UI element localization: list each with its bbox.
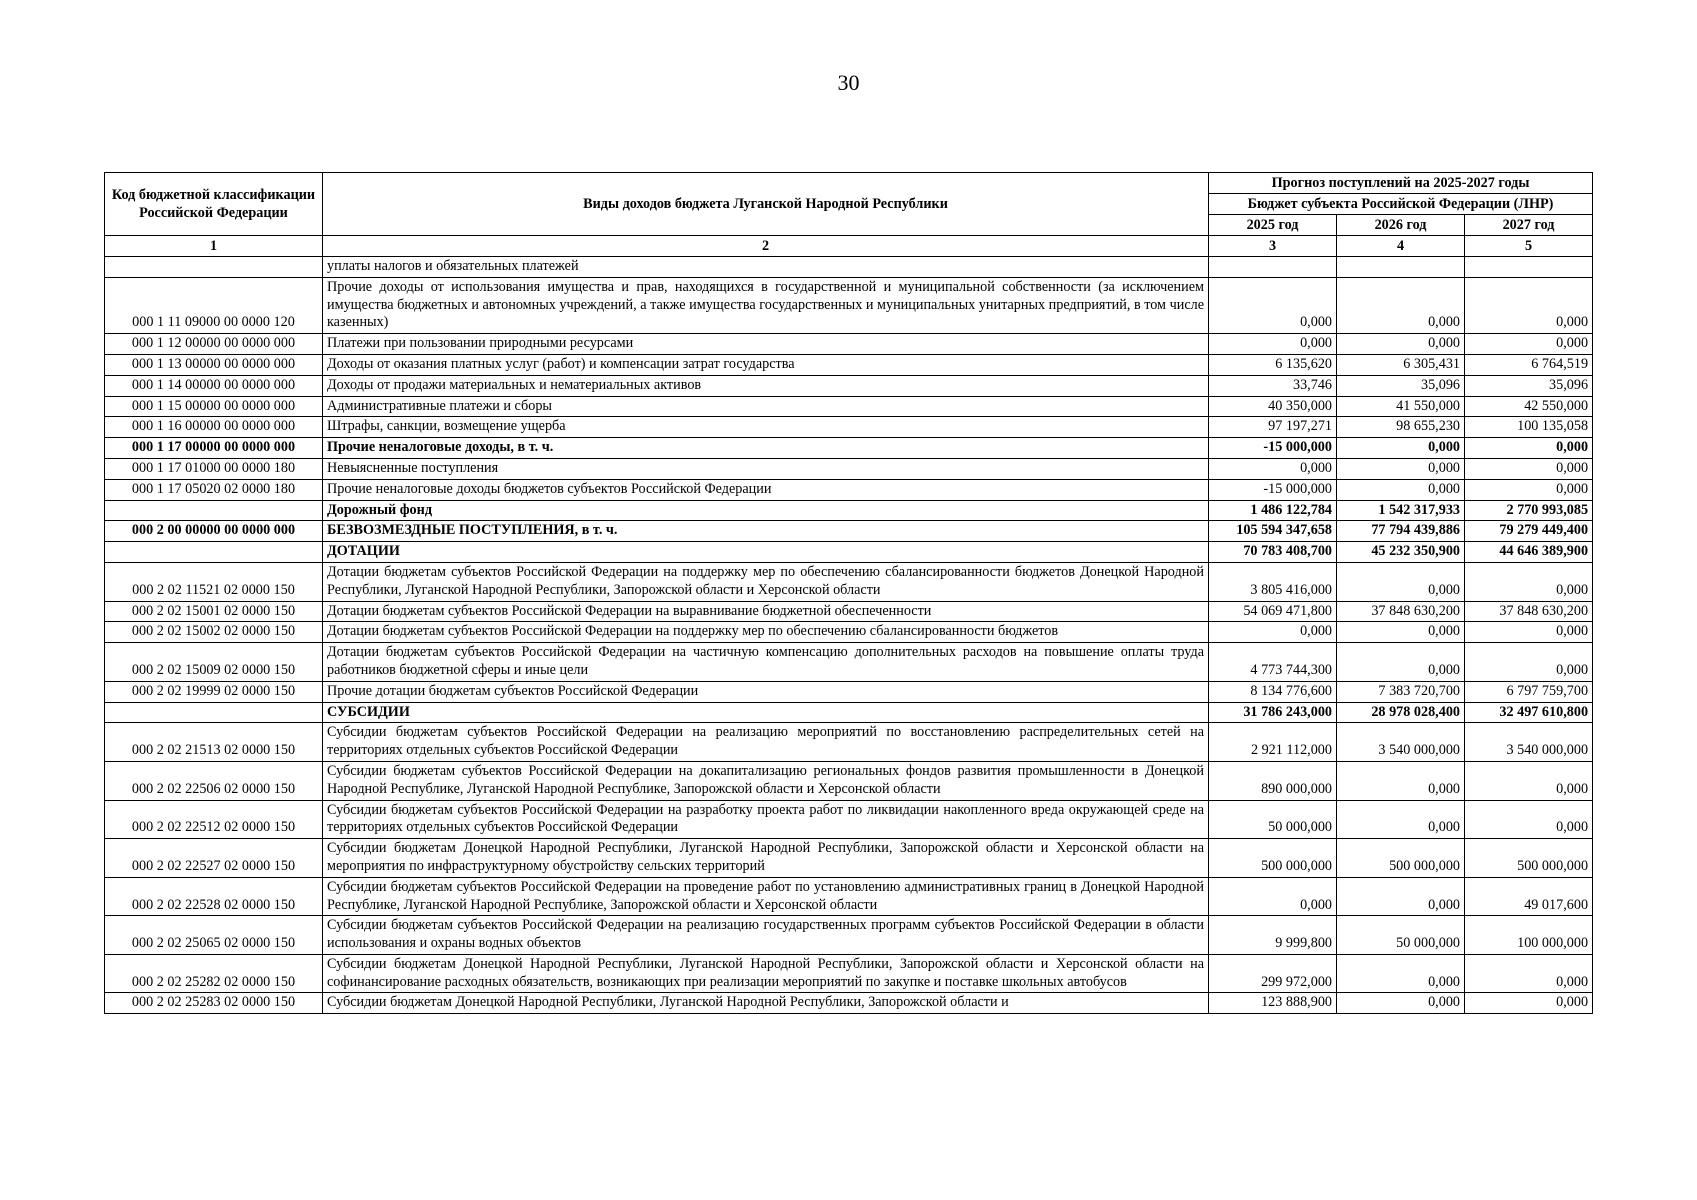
row-value-2026: 98 655,230 — [1337, 417, 1465, 438]
row-code — [105, 257, 323, 278]
row-code: 000 2 02 11521 02 0000 150 — [105, 562, 323, 601]
row-code — [105, 500, 323, 521]
table-row — [105, 500, 1593, 521]
table-row — [105, 622, 1593, 643]
row-name: Субсидии бюджетам субъектов Российской Федерации на докапитализацию региональных фондов развития промышленности в Донецкой Народной Республике, Луганской Народной Республике, Запорожской области и Херсонской области — [323, 761, 1209, 800]
row-value-2025: 3 805 416,000 — [1209, 562, 1337, 601]
table-row — [105, 375, 1593, 396]
row-code — [105, 542, 323, 563]
row-code: 000 2 02 22527 02 0000 150 — [105, 839, 323, 878]
row-value-2027 — [1465, 257, 1593, 278]
table-row — [105, 643, 1593, 682]
row-value-2026: 0,000 — [1337, 438, 1465, 459]
row-code: 000 2 02 19999 02 0000 150 — [105, 681, 323, 702]
row-value-2027: 100 135,058 — [1465, 417, 1593, 438]
row-value-2025: 9 999,800 — [1209, 916, 1337, 955]
row-value-2027: 0,000 — [1465, 800, 1593, 839]
row-code: 000 2 02 15001 02 0000 150 — [105, 601, 323, 622]
row-value-2027: 0,000 — [1465, 562, 1593, 601]
row-value-2026: 0,000 — [1337, 993, 1465, 1014]
row-name: Дотации бюджетам субъектов Российской Федерации на поддержку мер по обеспечению сбалансированности бюджетов Донецкой Народной Республики, Луганской Народной Республики, Запорожской области и Херсонской области — [323, 562, 1209, 601]
row-name: Прочие неналоговые доходы бюджетов субъектов Российской Федерации — [323, 479, 1209, 500]
row-name: Платежи при пользовании природными ресурсами — [323, 334, 1209, 355]
row-value-2025: 50 000,000 — [1209, 800, 1337, 839]
table-row — [105, 839, 1593, 878]
row-value-2025: 0,000 — [1209, 877, 1337, 916]
row-name: Дотации бюджетам субъектов Российской Федерации на поддержку мер по обеспечению сбалансированности бюджетов — [323, 622, 1209, 643]
row-value-2025: 500 000,000 — [1209, 839, 1337, 878]
row-code: 000 1 12 00000 00 0000 000 — [105, 334, 323, 355]
row-value-2025: 6 135,620 — [1209, 354, 1337, 375]
row-value-2025: 1 486 122,784 — [1209, 500, 1337, 521]
row-name: СУБСИДИИ — [323, 702, 1209, 723]
row-name: Штрафы, санкции, возмещение ущерба — [323, 417, 1209, 438]
table-row — [105, 334, 1593, 355]
row-value-2026: 0,000 — [1337, 800, 1465, 839]
row-code — [105, 702, 323, 723]
row-code: 000 1 17 00000 00 0000 000 — [105, 438, 323, 459]
row-value-2027: 6 797 759,700 — [1465, 681, 1593, 702]
row-value-2026: 7 383 720,700 — [1337, 681, 1465, 702]
row-code: 000 2 02 15009 02 0000 150 — [105, 643, 323, 682]
row-name: уплаты налогов и обязательных платежей — [323, 257, 1209, 278]
row-name: Прочие доходы от использования имущества и прав, находящихся в государственной и муниципальной собственности (за исключением имущества бюджетных и автономных учреждений, а также имущества государственных и муниципальных унитарных предприятий, в том числе казенных) — [323, 277, 1209, 333]
row-value-2027: 0,000 — [1465, 334, 1593, 355]
row-name: Прочие дотации бюджетам субъектов Российской Федерации — [323, 681, 1209, 702]
header-name: Виды доходов бюджета Луганской Народной Республики — [323, 173, 1209, 236]
row-value-2025: 105 594 347,658 — [1209, 521, 1337, 542]
table-row — [105, 417, 1593, 438]
row-value-2027: 42 550,000 — [1465, 396, 1593, 417]
row-name: Субсидии бюджетам субъектов Российской Федерации на реализацию мероприятий по восстановлению распределительных сетей на территориях отдельных субъектов Российской Федерации — [323, 723, 1209, 762]
row-value-2027: 79 279 449,400 — [1465, 521, 1593, 542]
row-value-2026: 0,000 — [1337, 277, 1465, 333]
page-number: 30 — [837, 70, 860, 95]
row-code: 000 1 17 05020 02 0000 180 — [105, 479, 323, 500]
row-value-2027: 32 497 610,800 — [1465, 702, 1593, 723]
revenue-table — [104, 172, 1593, 1014]
row-value-2027: 0,000 — [1465, 993, 1593, 1014]
row-value-2025: -15 000,000 — [1209, 479, 1337, 500]
row-code: 000 2 02 22506 02 0000 150 — [105, 761, 323, 800]
table-row — [105, 993, 1593, 1014]
table-row — [105, 877, 1593, 916]
row-name: Невыясненные поступления — [323, 458, 1209, 479]
row-value-2027: 0,000 — [1465, 622, 1593, 643]
row-value-2025: 54 069 471,800 — [1209, 601, 1337, 622]
row-name: БЕЗВОЗМЕЗДНЫЕ ПОСТУПЛЕНИЯ, в т. ч. — [323, 521, 1209, 542]
row-value-2027: 49 017,600 — [1465, 877, 1593, 916]
header-index-4: 4 — [1337, 236, 1465, 257]
row-code: 000 2 02 25065 02 0000 150 — [105, 916, 323, 955]
table-row — [105, 396, 1593, 417]
row-code: 000 1 16 00000 00 0000 000 — [105, 417, 323, 438]
row-name: Субсидии бюджетам субъектов Российской Федерации на реализацию государственных программ субъектов Российской Федерации в области использования и охраны водных объектов — [323, 916, 1209, 955]
row-value-2026: 0,000 — [1337, 761, 1465, 800]
row-value-2025: 31 786 243,000 — [1209, 702, 1337, 723]
header-year-2026: 2026 год — [1337, 215, 1465, 236]
row-value-2026 — [1337, 257, 1465, 278]
row-value-2025: 0,000 — [1209, 334, 1337, 355]
row-value-2025: 0,000 — [1209, 622, 1337, 643]
table-row — [105, 354, 1593, 375]
row-value-2026: 0,000 — [1337, 458, 1465, 479]
row-name: Дотации бюджетам субъектов Российской Федерации на частичную компенсацию дополнительных расходов на повышение оплаты труда работников бюджетной сферы и иные цели — [323, 643, 1209, 682]
header-year-2027: 2027 год — [1465, 215, 1593, 236]
row-code: 000 1 13 00000 00 0000 000 — [105, 354, 323, 375]
row-value-2026: 28 978 028,400 — [1337, 702, 1465, 723]
row-value-2027: 0,000 — [1465, 479, 1593, 500]
row-value-2025: 123 888,900 — [1209, 993, 1337, 1014]
row-code: 000 2 00 00000 00 0000 000 — [105, 521, 323, 542]
row-name: Субсидии бюджетам субъектов Российской Федерации на проведение работ по установлению административных границ в Донецкой Народной Республике, Луганской Народной Республике, Запорожской области и Херсонской области — [323, 877, 1209, 916]
header-code: Код бюджетной классификации Российской Федерации — [105, 173, 323, 236]
table-row — [105, 562, 1593, 601]
row-name: Административные платежи и сборы — [323, 396, 1209, 417]
table-row — [105, 542, 1593, 563]
row-code: 000 2 02 25282 02 0000 150 — [105, 954, 323, 993]
row-value-2026: 0,000 — [1337, 643, 1465, 682]
row-name: Дотации бюджетам субъектов Российской Федерации на выравнивание бюджетной обеспеченности — [323, 601, 1209, 622]
row-value-2027: 44 646 389,900 — [1465, 542, 1593, 563]
row-value-2027: 0,000 — [1465, 458, 1593, 479]
row-name: ДОТАЦИИ — [323, 542, 1209, 563]
row-value-2026: 0,000 — [1337, 877, 1465, 916]
row-value-2025: 299 972,000 — [1209, 954, 1337, 993]
row-value-2027: 100 000,000 — [1465, 916, 1593, 955]
table-row — [105, 521, 1593, 542]
table-header — [105, 173, 1593, 257]
table-row — [105, 761, 1593, 800]
row-value-2027: 0,000 — [1465, 643, 1593, 682]
table-row — [105, 916, 1593, 955]
row-value-2026: 0,000 — [1337, 954, 1465, 993]
header-index-1: 1 — [105, 236, 323, 257]
table-row — [105, 954, 1593, 993]
row-value-2025: 4 773 744,300 — [1209, 643, 1337, 682]
row-value-2025: 0,000 — [1209, 458, 1337, 479]
row-value-2025: 97 197,271 — [1209, 417, 1337, 438]
row-value-2027: 0,000 — [1465, 277, 1593, 333]
row-code: 000 2 02 22512 02 0000 150 — [105, 800, 323, 839]
row-value-2025: 0,000 — [1209, 277, 1337, 333]
row-value-2026: 1 542 317,933 — [1337, 500, 1465, 521]
row-code: 000 1 15 00000 00 0000 000 — [105, 396, 323, 417]
row-value-2026: 41 550,000 — [1337, 396, 1465, 417]
row-code: 000 1 14 00000 00 0000 000 — [105, 375, 323, 396]
row-name: Дорожный фонд — [323, 500, 1209, 521]
row-value-2027: 2 770 993,085 — [1465, 500, 1593, 521]
row-value-2027: 500 000,000 — [1465, 839, 1593, 878]
row-value-2026: 0,000 — [1337, 334, 1465, 355]
row-value-2026: 37 848 630,200 — [1337, 601, 1465, 622]
header-index-5: 5 — [1465, 236, 1593, 257]
table-body — [105, 257, 1593, 1014]
row-value-2026: 0,000 — [1337, 479, 1465, 500]
row-value-2026: 45 232 350,900 — [1337, 542, 1465, 563]
row-name: Субсидии бюджетам Донецкой Народной Республики, Луганской Народной Республики, Запорожской области и — [323, 993, 1209, 1014]
row-value-2027: 37 848 630,200 — [1465, 601, 1593, 622]
row-code: 000 2 02 21513 02 0000 150 — [105, 723, 323, 762]
row-value-2026: 77 794 439,886 — [1337, 521, 1465, 542]
table-row — [105, 479, 1593, 500]
row-value-2026: 0,000 — [1337, 562, 1465, 601]
row-name: Прочие неналоговые доходы, в т. ч. — [323, 438, 1209, 459]
row-value-2027: 6 764,519 — [1465, 354, 1593, 375]
table-row — [105, 257, 1593, 278]
row-value-2026: 3 540 000,000 — [1337, 723, 1465, 762]
row-value-2027: 0,000 — [1465, 438, 1593, 459]
table-row — [105, 438, 1593, 459]
table-row — [105, 723, 1593, 762]
table-row — [105, 601, 1593, 622]
row-name: Субсидии бюджетам Донецкой Народной Республики, Луганской Народной Республики, Запорожской области и Херсонской области на мероприятия по инфраструктурному обустройству сельских территорий — [323, 839, 1209, 878]
header-index-3: 3 — [1209, 236, 1337, 257]
row-value-2026: 500 000,000 — [1337, 839, 1465, 878]
table-row — [105, 681, 1593, 702]
row-value-2025: 2 921 112,000 — [1209, 723, 1337, 762]
row-code: 000 2 02 15002 02 0000 150 — [105, 622, 323, 643]
row-value-2025: 33,746 — [1209, 375, 1337, 396]
row-value-2027: 0,000 — [1465, 954, 1593, 993]
header-index-2: 2 — [323, 236, 1209, 257]
row-value-2026: 6 305,431 — [1337, 354, 1465, 375]
row-value-2025: 40 350,000 — [1209, 396, 1337, 417]
table-row — [105, 800, 1593, 839]
row-value-2026: 50 000,000 — [1337, 916, 1465, 955]
header-year-2025: 2025 год — [1209, 215, 1337, 236]
table-row — [105, 702, 1593, 723]
row-value-2027: 0,000 — [1465, 761, 1593, 800]
row-code: 000 1 17 01000 00 0000 180 — [105, 458, 323, 479]
row-value-2027: 3 540 000,000 — [1465, 723, 1593, 762]
row-code: 000 2 02 25283 02 0000 150 — [105, 993, 323, 1014]
row-name: Доходы от продажи материальных и нематериальных активов — [323, 375, 1209, 396]
row-value-2025: 70 783 408,700 — [1209, 542, 1337, 563]
row-value-2026: 35,096 — [1337, 375, 1465, 396]
row-value-2025 — [1209, 257, 1337, 278]
row-value-2027: 35,096 — [1465, 375, 1593, 396]
row-value-2026: 0,000 — [1337, 622, 1465, 643]
row-code: 000 1 11 09000 00 0000 120 — [105, 277, 323, 333]
header-budget: Бюджет субъекта Российской Федерации (ЛНР) — [1209, 194, 1593, 215]
row-value-2025: 8 134 776,600 — [1209, 681, 1337, 702]
row-code: 000 2 02 22528 02 0000 150 — [105, 877, 323, 916]
row-name: Субсидии бюджетам Донецкой Народной Республики, Луганской Народной Республики, Запорожской области и Херсонской области на софинансирование расходных обязательств, возникающих при реализации мероприятий по закупке и поставке школьных автобусов — [323, 954, 1209, 993]
row-value-2025: 890 000,000 — [1209, 761, 1337, 800]
row-name: Субсидии бюджетам субъектов Российской Федерации на разработку проекта работ по ликвидации накопленного вреда окружающей среде на территориях отдельных субъектов Российской Федерации — [323, 800, 1209, 839]
row-name: Доходы от оказания платных услуг (работ) и компенсации затрат государства — [323, 354, 1209, 375]
header-forecast: Прогноз поступлений на 2025-2027 годы — [1209, 173, 1593, 194]
table-row — [105, 277, 1593, 333]
table-row — [105, 458, 1593, 479]
row-value-2025: -15 000,000 — [1209, 438, 1337, 459]
